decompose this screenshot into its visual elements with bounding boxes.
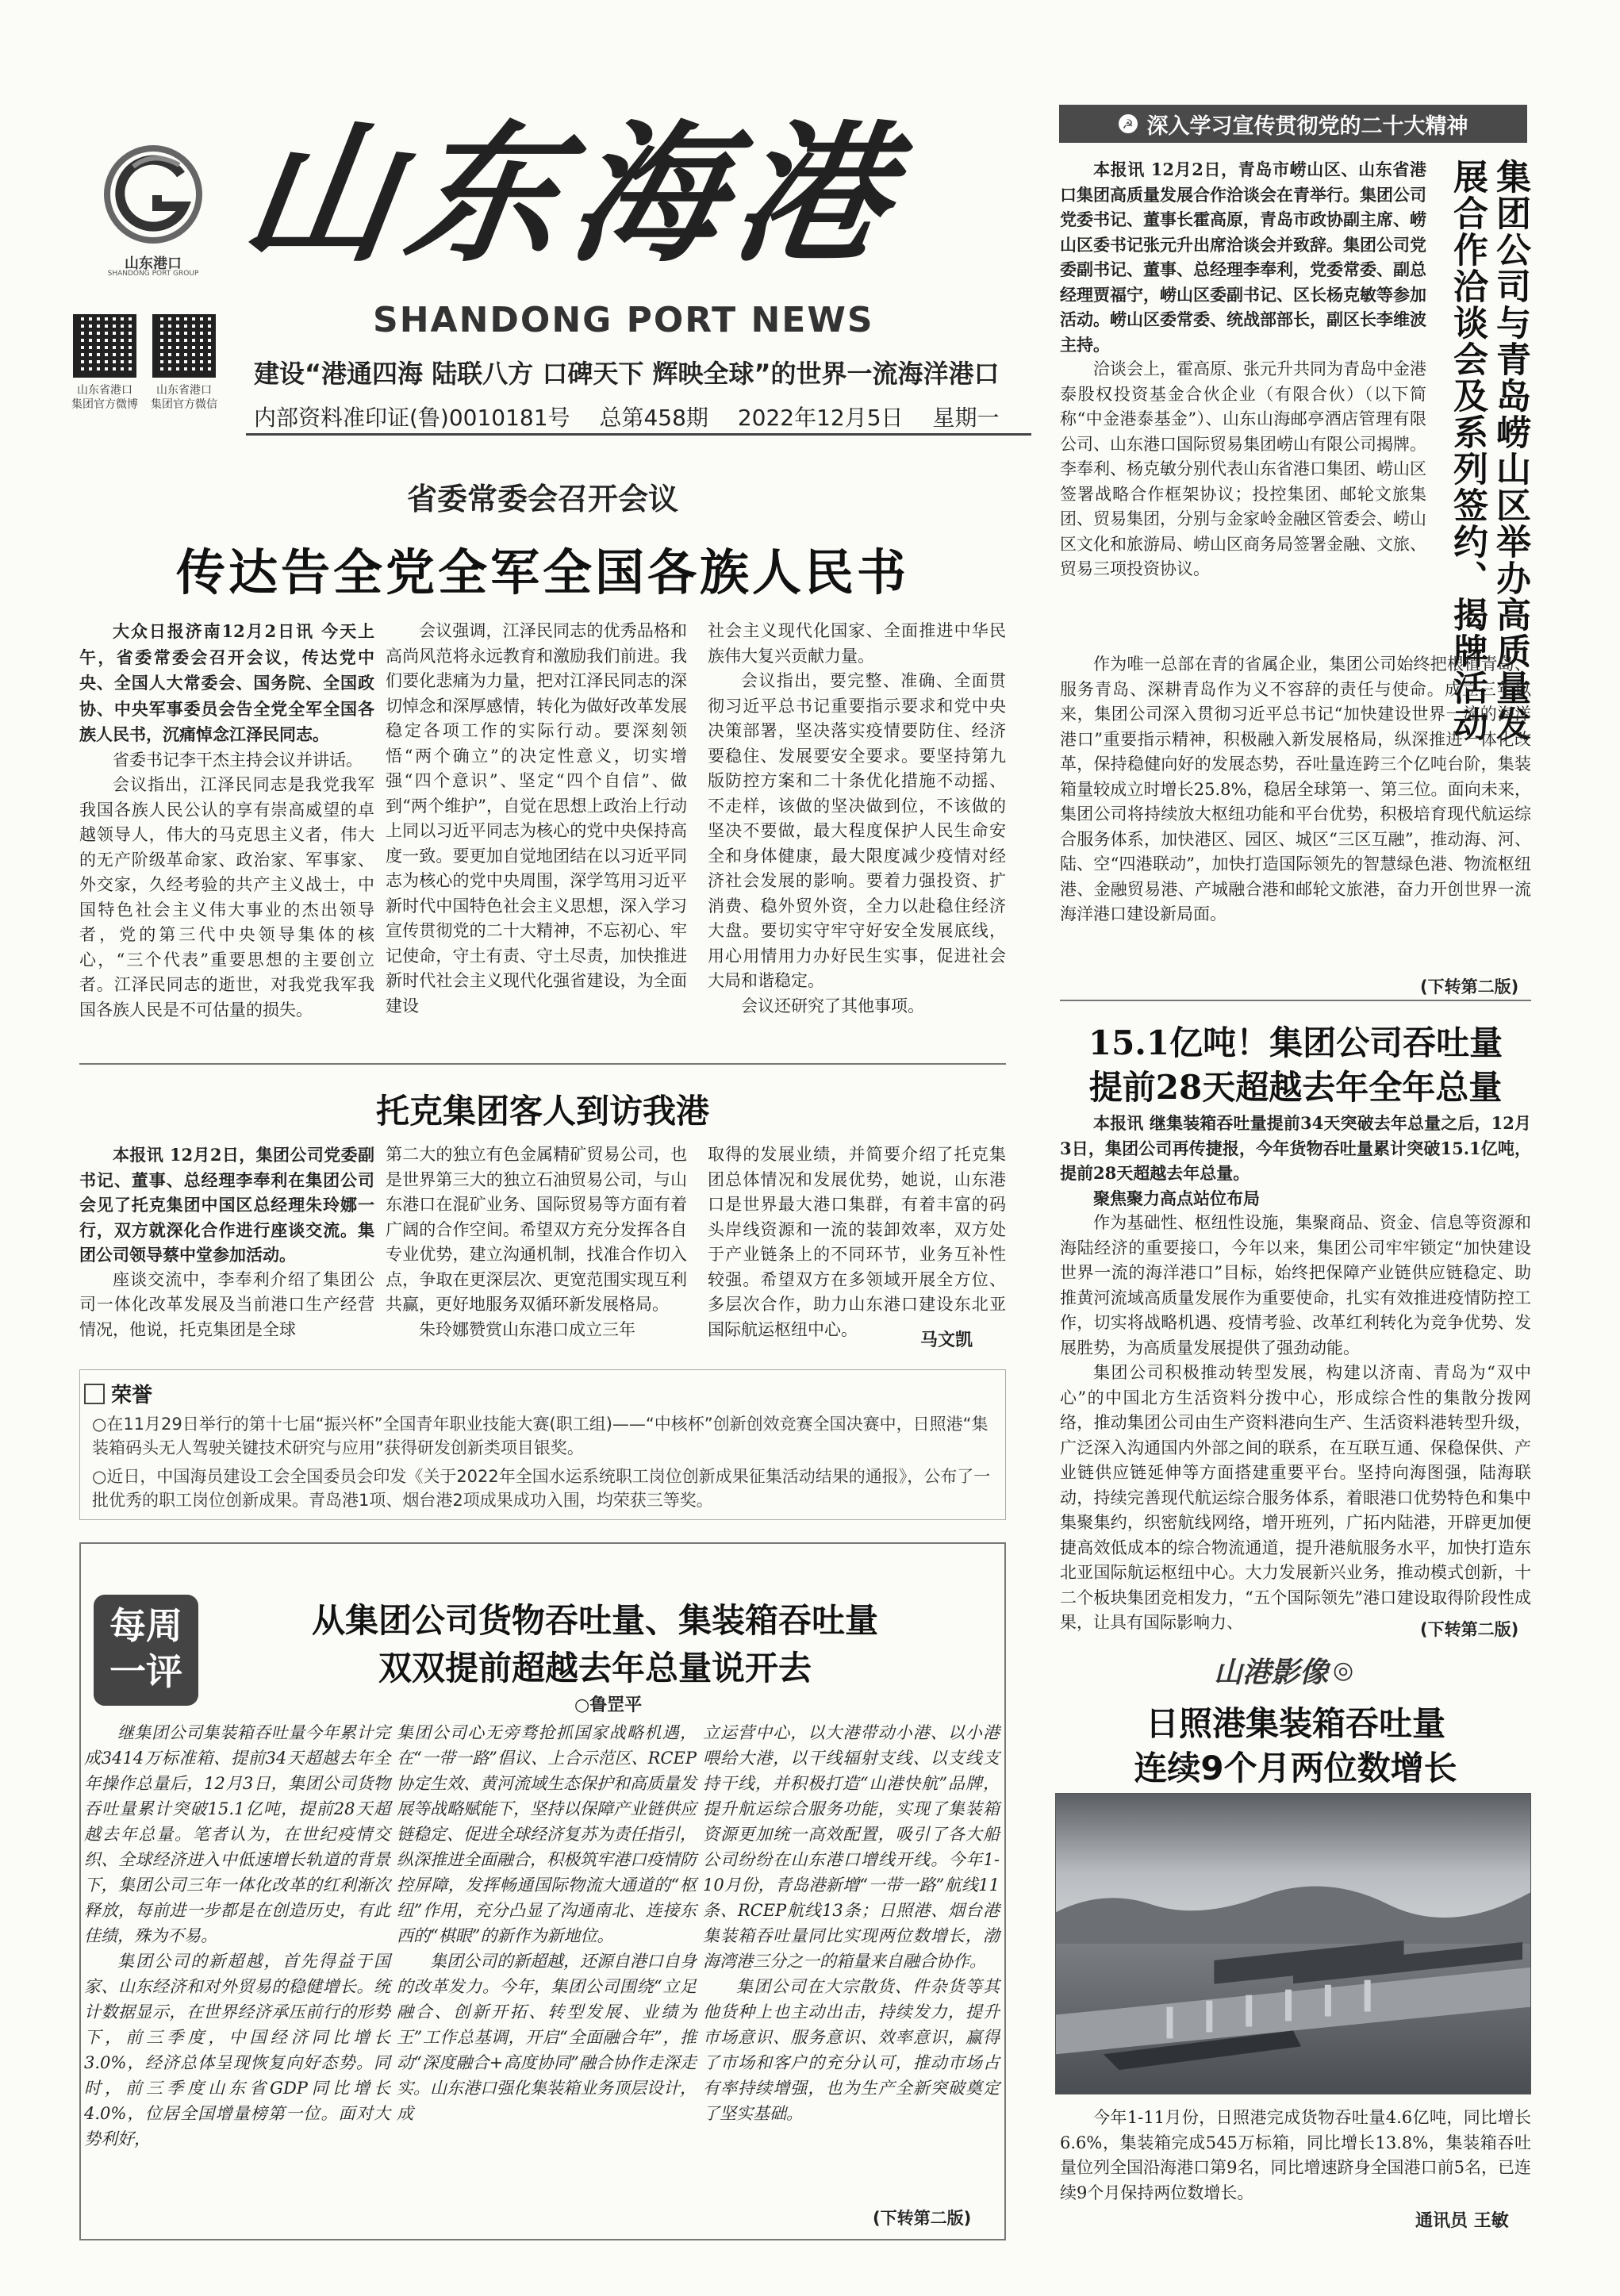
weekly-author: ○鲁罡平 [574,1695,643,1715]
weekly-title-line1: 从集团公司货物吞吐量、集装箱吞吐量 [311,1601,878,1640]
paper-title-en: SHANDONG PORT NEWS [373,300,874,340]
honor-item: ○近日，中国海员建设工会全国委员会印发《关于2022年全国水运系统职工岗位创新成果征集活动结果的通报》，公布了一批优秀的职工岗位创新成果。青岛港1项、烟台港2项成果成功入围，均荣获三等奖。 [92,1467,991,1510]
photo-title-line2: 连续9个月两位数增长 [1134,1749,1457,1787]
article1-col2 [386,619,687,1019]
party-emblem-icon: ☭ [1119,114,1138,133]
weekly-p6: 集团公司在大宗散货、件杂货等其他货种上也主动出击，持续发力，提升市场意识、服务意识、效率意识，赢得了市场和客户的充分认可，推动市场占有率持续增强，也为生产全新突破奠定了坚实基础。 [703,1977,1000,2123]
right-mid-p1: 本报讯 继集装箱吞吐量提前34天突破去年总量之后，12月3日，集团公司再传捷报，今年货物吞吐量累计突破15.1亿吨，提前28天超越去年总量。 [1060,1113,1531,1183]
article1-title: 传达告全党全军全国各族人民书 [175,543,909,601]
weekly-badge [94,1595,198,1706]
honor-title-text: 荣誉 [111,1384,153,1407]
right-top-col-wide [1060,652,1531,927]
article2-col1 [79,1142,374,1342]
right-mid-title-line2: 提前28天超越去年全年总量 [1088,1068,1503,1107]
issue-number: 总第458期 [599,405,708,431]
photo-byline: 通讯员 王敏 [1415,2211,1509,2231]
weekly-p4: 集团公司的新超越，还源自港口自身的改革发力。今年，集团公司围绕“立足融合、创新开拓、转型发展、业绩为王”工作总基调，开启“全面融合年”，推动“深度融合+高度协同”融合协作走深走实。山东港口强化集装箱业务顶层设计，成 [397,1952,697,2123]
shandong-port-logo-icon [102,143,205,246]
camera-icon: ◎ [1333,1657,1354,1684]
issue-info-line [254,401,999,432]
weekly-p5: 立运营中心，以大港带动小港、以小港喂给大港，以干线辐射支线、以支线支持干线，并积极打造“山港快航”品牌，提升航运综合服务功能，实现了集装箱资源更加统一高效配置，吸引了各大船公司纷纷在山东港口增线开线。今年1-10月份，青岛港新增“一带一路”航线11条、RCEP航线13条；日照港、烟台港集装箱吞吐量同比实现两位数增长，渤海湾港三分之一的箱量来自融合协作。 [703,1723,1000,1971]
right-top-p3: 作为唯一总部在青的省属企业，集团公司始终把根植青岛、服务青岛、深耕青岛作为义不容辞的责任与使命。成立三年以来，集团公司深入贯彻习近平总书记“加快建设世界一流的海洋港口”重要指示精神，积极融入新发展格局，纵深推进一体化改革，保持稳健向好的发展态势，吞吐量连跨三个亿吨台阶，集装箱量较成立时增长25.8%，稳居全球第一、第三位。面向未来，集团公司将持续放大枢纽功能和平台优势，积极培育现代航运综合服务体系，加快港区、园区、城区“三区互融”，推动海、河、陆、空“四港联动”，加快打造国际领先的智慧绿色港、物流枢纽港、金融贸易港、产城融合港和邮轮文旅港，奋力开创世界一流海洋港口建设新局面。 [1060,655,1531,923]
section-banner [1059,105,1527,143]
weekly-col3 [703,1720,1000,2126]
article2-byline: 马文凯 [920,1330,973,1350]
honor-item: ○在11月29日举行的第十七届“振兴杯”全国青年职业技能大赛(职工组)——“中核杯”创新创效竞赛全国决赛中，日照港“集装箱码头无人驾驶关键技术研究与应用”获得研发创新类项目银奖。 [92,1415,989,1457]
photo-section-label [1214,1650,1353,1691]
article1-p4: 会议强调，江泽民同志的优秀品格和高尚风范将永远教育和激励我们前进。我们要化悲痛为力量，把对江泽民同志的深切悼念和深厚感情，转化为做好改革发展稳定各项工作的实际行动。要深刻领悟“两个确立”的决定性意义，切实增强“四个意识”、坚定“四个自信”、做到“两个维护”，自觉在思想上政治上行动上同以习近平同志为核心的党中央保持高度一致。要更加自觉地团结在以习近平同志为核心的党中央周围，深学笃用习近平新时代中国特色社会主义思想，深入学习宣传贯彻党的二十大精神，不忘初心、牢记使命，守土有责、守土尽责，加快推进新时代社会主义现代化强省建设，为全面建设 [386,621,687,1016]
issue-date: 2022年12月5日 [737,405,904,431]
article1-p6: 会议指出，要完整、准确、全面贯彻习近平总书记重要指示要求和党中央决策部署，坚决落实疫情要防住、经济要稳住、发展要安全要求。要坚持第九版防控方案和二十条优化措施不动摇、不走样，该做的坚决做到位，不该做的坚决不要做，最大程度保护人民生命安全和身体健康，最大限度减少疫情对经济社会发展的影响。要着力强投资、扩消费、稳外贸外资，全力以赴稳住经济大盘。要切实守牢守好安全发展底线，用心用情用力办好民生实事，促进社会大局和谐稳定。 [708,671,1006,990]
article1-kicker: 省委常委会召开会议 [406,481,678,516]
right-mid-title-line1: 15.1亿吨！集团公司吞吐量 [1088,1023,1503,1062]
right-mid-p2: 作为基础性、枢纽性设施，集聚商品、资金、信息等资源和海陆经济的重要接口，今年以来，集团公司牢牢锁定“加快建设世界一流的海洋港口”目标，始终把保障产业链供应链稳定、助推黄河流域高质量发展作为重要使命，扎实有效推进疫情防控工作，切实将战略机遇、疫情考验、改革红利转化为竞争优势、发展胜势，为高质量发展提供了强劲动能。 [1060,1213,1531,1357]
photo-title-line1: 日照港集装箱吞吐量 [1145,1704,1445,1743]
article1-col3 [708,619,1006,1019]
article2-col3 [708,1142,1006,1342]
article2-p4: 朱玲娜赞赏山东港口成立三年 [419,1319,635,1339]
photo-caption-block [1060,2106,1531,2206]
right-top-col [1060,157,1426,582]
license-number: 内部资料准印证(鲁)0010181号 [254,405,570,431]
article1-col1 [79,619,374,1023]
honor-title [84,1379,152,1408]
right-mid-col [1060,1111,1531,1636]
article1-p1: 大众日报济南12月2日讯 今天上午，省委常委会召开会议，传达党中央、全国人大常委会、国务院、全国政协、中央军事委员会告全党全军全国各族人民书，沉痛悼念江泽民同志。 [79,621,374,744]
article1-p7: 会议还研究了其他事项。 [741,996,924,1016]
rizhao-port-photo [1055,1793,1531,2094]
article1-p3: 会议指出，江泽民同志是我党我军我国各族人民公认的享有崇高威望的卓越领导人，伟大的马克思主义者，伟大的无产阶级革命家、政治家、军事家、外交家，久经考验的共产主义战士，中国特色社会主义伟大事业的杰出领导者，党的第三代中央领导集体的核心，“三个代表”重要思想的主要创立者。江泽民同志的逝世，对我党我军我国各族人民是不可估量的损失。 [79,775,374,1019]
article1-p2: 省委书记李干杰主持会议并讲话。 [113,750,363,770]
right-top-continued: (下转第二版) [1420,977,1519,996]
article2-title: 托克集团客人到访我港 [375,1092,709,1131]
right-mid-p3: 集团公司积极推动转型发展，构建以济南、青岛为“双中心”的中国北方生活资料分拨中心，形成综合性的集散分拨网络，推动集团公司由生产资料港向生产、生活资料港转型升级，广泛深入沟通国内外部之间的联系，在互联互通、保稳保供、产业链供应链延伸等方面搭建重要平台。坚持向海图强，陆海联动，持续完善现代航运综合服务体系，着眼港口优势特色和集中集聚集约，织密航线网络，增开班列，广拓内陆港，开辟更加便捷高效低成本的综合物流通道，提升港航服务水平，加快打造东北亚国际航运枢纽中心。大力发展新兴业务，推动模式创新，十二个板块集团竞相发力，“五个国际领先”港口建设取得阶段性成果，让具有国际影响力、 [1060,1363,1531,1632]
weekly-badge-text: 每周一评 [109,1604,182,1693]
photo-section-label-text: 山港影像 [1214,1656,1329,1689]
photo-caption: 今年1-11月份，日照港完成货物吞吐量4.6亿吨，同比增长6.6%，集装箱完成545万标箱，同比增长13.8%，集装箱吞吐量位列全国沿海港口第9名，同比增速跻身全国港口前5名，已连续9个月保持两位数增长。 [1060,2108,1531,2202]
weekly-p2: 集团公司的新超越，首先得益于国家、山东经济和对外贸易的稳健增长。统计数据显示，在世界经济承压前行的形势下，前三季度，中国经济同比增长3.0%，经济总体呈现恢复向好态势。同时，前三季度山东省GDP同比增长4.0%，位居全国增量榜第一位。面对大势利好， [84,1952,390,2148]
wechat-qr-code[interactable] [152,314,216,378]
weekly-col2 [397,1720,697,2126]
paper-title: 山东海港 [233,106,912,282]
weekday: 星期一 [932,405,1000,431]
right-top-p1: 本报讯 12月2日，青岛市崂山区、山东省港口集团高质量发展合作洽谈会在青举行。集团公司党委书记、董事长霍高原，青岛市政协副主席、崂山区委书记张元升出席洽谈会并致辞。集团公司党委副书记、董事、总经理李奉利，党委常委、副总经理贾福宁，崂山区委副书记、区长杨克敏等参加活动。崂山区委常委、统战部部长，副区长李维波主持。 [1060,159,1426,355]
weekly-col1 [84,1720,390,2152]
right-mid-subhead: 聚焦聚力高点站位布局 [1093,1188,1260,1208]
article2-p3: 第二大的独立有色金属精矿贸易公司，也是世界第三大的独立石油贸易公司，与山东港口在混矿业务、国际贸易等方面有着广阔的合作空间。希望双方充分发挥各自专业优势，建立沟通机制，找准合作切入点，争取在更深层次、更宽范围实现互利共赢，更好地服务双循环新发展格局。 [386,1145,687,1314]
weekly-title-line2: 双双提前超越去年总量说开去 [378,1649,812,1687]
logo-caption-en: SHANDONG PORT GROUP [107,270,199,278]
article2-p5: 取得的发展业绩，并简要介绍了托克集团总体情况和发展优势，她说，山东港口是世界最大港口集群，有着丰富的码头岸线资源和一流的装卸效率，双方处于产业链条上的不同环节，业务互补性较强。希望双方在多领域开展全方位、多层次合作，助力山东港口建设东北亚国际航运枢纽中心。 [708,1145,1006,1339]
slogan: 建设“港通四海 陆联八方 口碑天下 辉映全球”的世界一流海洋港口 [254,359,1000,389]
article2-p1: 本报讯 12月2日，集团公司党委副书记、董事、总经理李奉利在集团公司会见了托克集团中国区总经理朱玲娜一行，双方就深化合作进行座谈交流。集团公司领导蔡中堂参加活动。 [79,1145,374,1265]
weekly-continued: (下转第二版) [873,2209,972,2228]
weibo-qr-code[interactable] [73,314,136,378]
banner-text: 深入学习宣传贯彻党的二十大精神 [1146,113,1468,139]
article2-col2 [386,1142,687,1342]
weibo-qr-caption: 山东省港口 集团官方微博 [71,384,138,411]
wechat-qr-caption: 山东省港口 集团官方微信 [151,384,217,411]
logo-caption: 山东港口 [125,255,182,272]
right-top-vertical-title: 集团公司与青岛崂山区举办高质量发展合作洽谈会及系列签约、揭牌活动 [1447,159,1530,743]
weekly-p3: 集团公司心无旁骛抢抓国家战略机遇，在“一带一路”倡议、上合示范区、RCEP协定生效、黄河流域生态保护和高质量发展等战略赋能下，坚持以保障产业链供应链稳定、促进全球经济复苏为责任指引，纵深推进全面融合，积极筑牢港口疫情防控屏障，发挥畅通国际物流大通道的“枢纽”作用，充分凸显了沟通南北、连接东西的“棋眼”的新作为新地位。 [397,1723,697,1945]
right-top-p2: 洽谈会上，霍高原、张元升共同为青岛中金港泰股权投资基金合伙企业（有限合伙）（以下简称“中金港泰基金”）、山东山海邮亭酒店管理有限公司、山东港口国际贸易集团崂山有限公司揭牌。李奉利、杨克敏分别代表山东省港口集团、崂山区签署战略合作框架协议；投控集团、邮轮文旅集团、贸易集团，分别与金家岭金融区管委会、崂山区文化和旅游局、崂山区商务局签署金融、文旅、贸易三项投资协议。 [1060,359,1426,578]
masthead-rule [246,433,1031,436]
article1-p5: 社会主义现代化国家、全面推进中华民族伟大复兴贡献力量。 [708,621,1006,666]
divider [79,1063,1006,1065]
checkbox-icon [84,1384,105,1404]
divider [1060,1000,1531,1001]
weekly-p1: 继集团公司集装箱吞吐量今年累计完成3414万标准箱、提前34天超越去年全年操作总量后，12月3日，集团公司货物吞吐量累计突破15.1亿吨，提前28天超越去年总量。笔者认为，在世纪疫情交织、全球经济进入中低速增长轨道的背景下，集团公司三年一体化改革的红利渐次释放，每前进一步都是在创造历史，有此佳绩，殊为不易。 [84,1723,390,1945]
article2-p2: 座谈交流中，李奉利介绍了集团公司一体化改革发展及当前港口生产经营情况，他说，托克集团是全球 [79,1269,374,1339]
right-mid-continued: (下转第二版) [1420,1620,1519,1639]
